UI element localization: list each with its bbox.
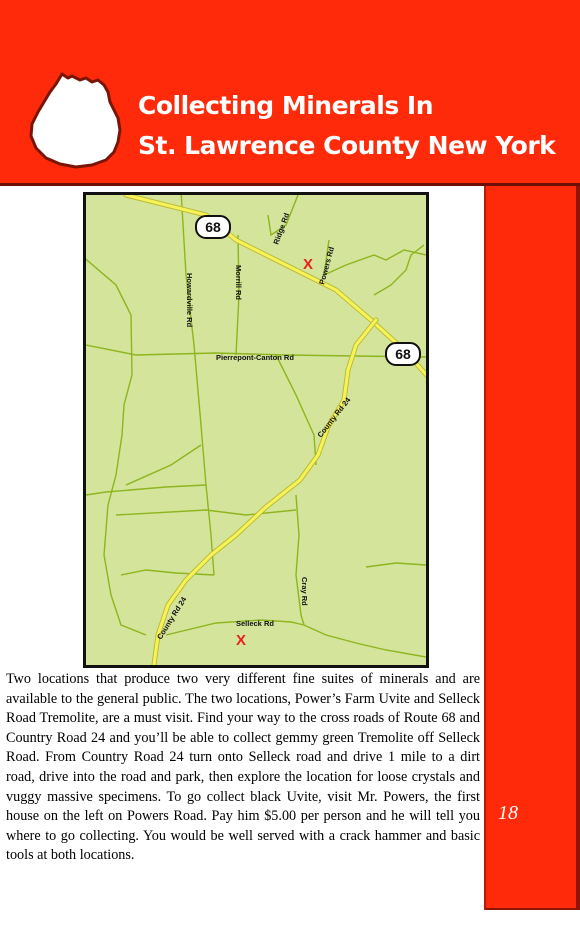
label-ridge-rd: Ridge Rd [271, 211, 292, 246]
route-shield-right-label: 68 [395, 346, 411, 362]
label-selleck-rd: Selleck Rd [236, 619, 274, 628]
route-shield-top-label: 68 [205, 219, 221, 235]
page-number: 18 [498, 802, 518, 824]
route-shield-top [196, 216, 230, 238]
road-center [276, 355, 316, 465]
road-south-east [304, 625, 426, 657]
label-cray-rd: Cray Rd [300, 577, 309, 606]
county-outline-icon [28, 72, 128, 172]
side-bar-bottom-rule [486, 908, 580, 910]
label-morrill-rd: Morrill Rd [234, 265, 243, 300]
county-rd-24 [154, 320, 376, 665]
road-south-west [121, 570, 214, 575]
marker-selleck-road: X [236, 632, 247, 649]
road-howardville [181, 195, 214, 575]
route-shield-right [386, 343, 420, 365]
label-pierrepont-canton-rd: Pierrepont-Canton Rd [216, 353, 294, 362]
label-howardville-rd: Howardville Rd [185, 273, 194, 328]
page-title [138, 86, 555, 166]
road-diag [126, 445, 201, 485]
road-south-east-2 [366, 563, 426, 567]
side-bar-shadow [576, 186, 580, 910]
road-north-east [324, 250, 426, 275]
road-selleck [166, 620, 304, 635]
highways [126, 195, 426, 665]
road-mid-cross [116, 510, 296, 515]
marker-powers-farm: X [303, 256, 314, 273]
location-map [83, 192, 429, 668]
label-county-rd-24-upper: County Rd 24 [315, 395, 353, 440]
road-west [86, 255, 146, 635]
label-powers-rd: Powers Rd [317, 245, 336, 286]
label-county-rd-24-lower: County Rd 24 [155, 595, 189, 642]
body-paragraph: Two locations that produce two very different fine suites of minerals and are available to the general public. The two locations, Power’s Farm Uvite and Selleck Road Tremolite, are a must visit. Find your way to the cross roads of Route 68 and Country Road 24 and you’ll be able to collect gemmy green Tremolite off Selleck Road. From Country Road 24 turn onto Selleck road and drive 1 mile to a dirt road, drive into the road and park, then explore the location for loose crystals and vuggy massive specimens. To go collect black Uvite, visit Mr. Powers, the first house on the left on Powers Road. Pay him $5.00 per person and he will tell you where to go collecting. You would be well served with a crack hammer and basic tools at both locations. [6, 671, 480, 864]
title-line-2: St. Lawrence County New York [138, 131, 556, 160]
road-middle-west [86, 485, 206, 495]
minor-roads [86, 195, 426, 657]
title-line-1: Collecting Minerals In [138, 91, 434, 120]
